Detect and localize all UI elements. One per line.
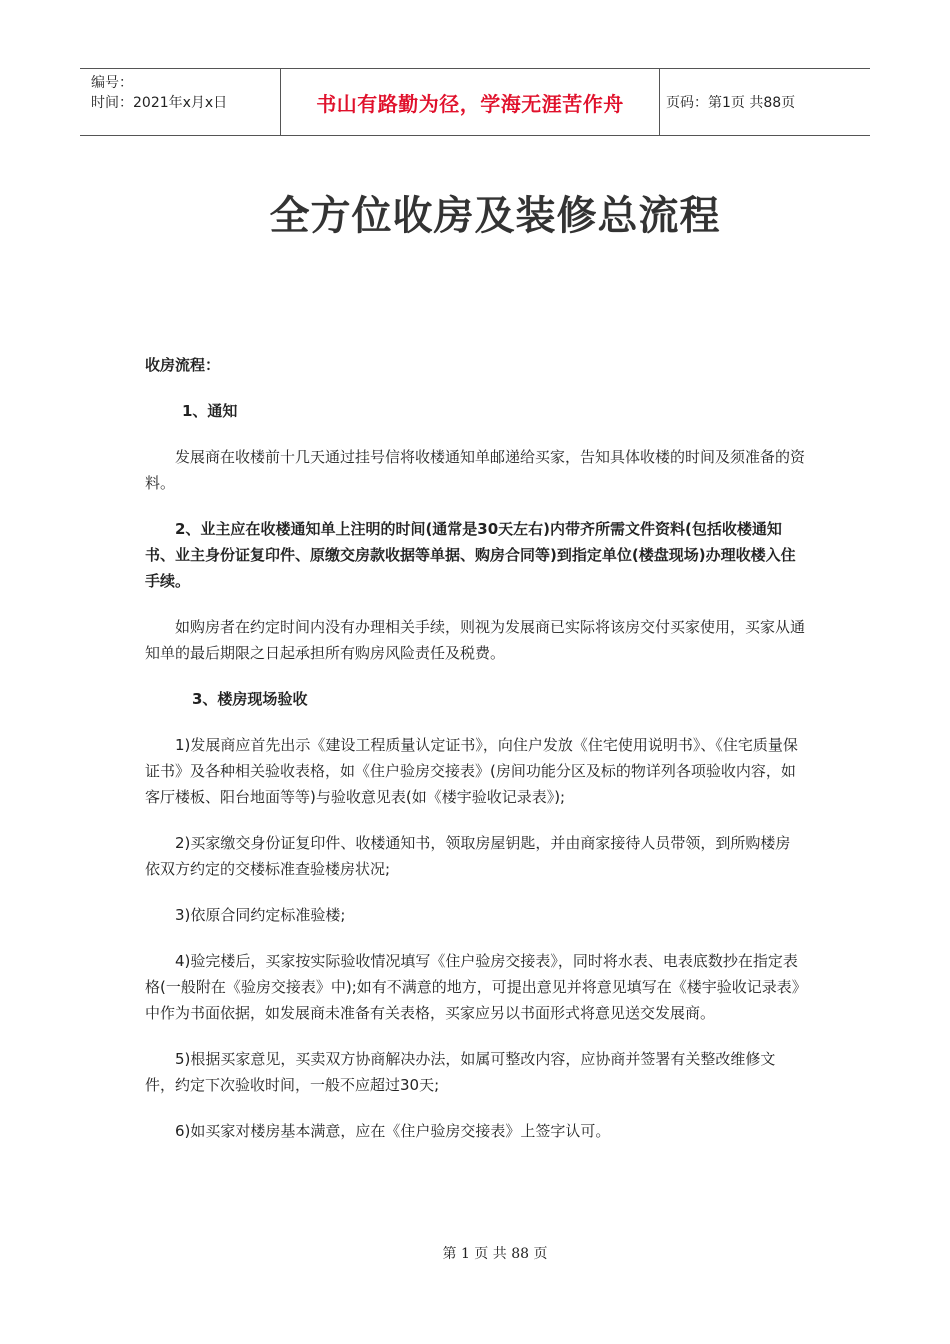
section-heading: 收房流程：: [145, 356, 221, 374]
item3-heading: 3、楼房现场验收: [192, 690, 308, 708]
header-page-info: 页码：第1页 共88页: [666, 95, 796, 111]
document-date: 时间：2021年x月x日: [91, 95, 228, 111]
document-header: [80, 68, 870, 136]
document-title: 全方位收房及装修总流程: [269, 192, 721, 239]
step-5: 5)根据买家意见，买卖双方协商解决办法，如属可整改内容，应协商并签署有关整改维修文件，约定下次验收时间，一般不应超过30天;: [145, 1050, 776, 1094]
item2-note-paragraph: 如购房者在约定时间内没有办理相关手续，则视为发展商已实际将该房交付买家使用，买家从通知单的最后期限之日起承担所有购房风险责任及税费。: [145, 618, 806, 662]
header-motto-cell: [281, 69, 660, 135]
step-3: 3)依原合同约定标准验楼;: [175, 906, 346, 924]
document-number-label: 编号：: [91, 75, 133, 91]
header-motto: 书山有路勤为径，学海无涯苦作舟: [316, 91, 624, 116]
step-6: 6)如买家对楼房基本满意，应在《住户验房交接表》上签字认可。: [175, 1122, 611, 1140]
step-1: 1)发展商应首先出示《建设工程质量认定证书》，向住户发放《住宅使用说明书》、《住宅质量保证书》及各种相关验收表格，如《住户验房交接表》(房间功能分区及标的物详列各项验收内容，如客厅楼板、阳台地面等等)与验收意见表(如《楼宇验收记录表》);: [145, 736, 798, 806]
page-footer: 第 1 页 共 88 页: [442, 1246, 548, 1262]
item1-paragraph: 发展商在收楼前十几天通过挂号信将收楼通知单邮递给买家，告知具体收楼的时间及须准备的资料。: [145, 448, 806, 492]
header-meta: [80, 69, 281, 135]
item1-heading: 1、通知: [182, 402, 238, 420]
item2-paragraph: 2、业主应在收楼通知单上注明的时间(通常是30天左右)内带齐所需文件资料(包括收楼通知书、业主身份证复印件、原缴交房款收据等单据、购房合同等)到指定单位(楼盘现场)办理收楼入住手续。: [145, 520, 796, 590]
step-2: 2)买家缴交身份证复印件、收楼通知书，领取房屋钥匙，并由商家接待人员带领，到所购楼房依双方约定的交楼标准查验楼房状况;: [145, 834, 791, 878]
step-4: 4)验完楼后，买家按实际验收情况填写《住户验房交接表》，同时将水表、电表底数抄在指定表格(一般附在《验房交接表》中);如有不满意的地方，可提出意见并将意见填写在《楼宇验收记录表》中作为书面依据，如发展商未准备有关表格，买家应另以书面形式将意见送交发展商。: [145, 952, 800, 1022]
document-body: [145, 352, 805, 1144]
